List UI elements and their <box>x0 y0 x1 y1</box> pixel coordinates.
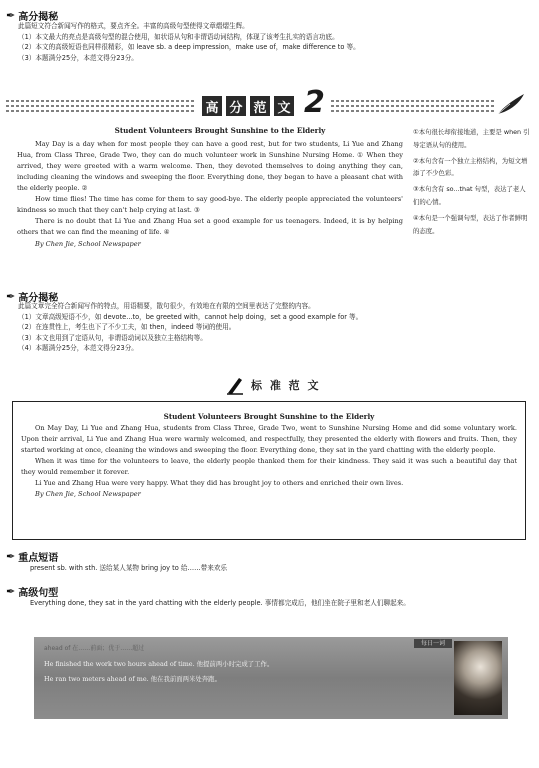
banner-char: 范 <box>250 96 270 116</box>
essay2-title: Student Volunteers Brought Sunshine to the Elderly <box>114 126 326 135</box>
sentence-text: Everything done, they sat in the yard chatting with the elderly people. 事情都完成后，他们坐在院子里和老人们聊起来。 <box>30 599 410 607</box>
banner-char: 文 <box>274 96 294 116</box>
section2-line: （3）本文也用到了定语从句，非谓语动词以及独立主格结构等。 <box>18 333 207 342</box>
section1-line: 此篇短文符合新闻写作的格式，要点齐全。丰富的高级句型使得文章熠熠生辉。 <box>18 22 249 30</box>
side-note: ③本句含有 so...that 句型，表达了老人们的心情。 <box>413 185 526 206</box>
section2-line: 此篇文章完全符合新闻写作的特点，用语精要，散句很少，有效地在有限的空间里表达了完整的内容。 <box>18 302 315 310</box>
section2-line: （1）文章高级短语不少，如 devote...to，be greeted with，cannot help doing，set a good example for 等。 <box>18 312 363 321</box>
side-note: ①本句很长却衔接地道，主要是 when 引导定语从句的使用。 <box>413 128 530 149</box>
standard-paragraph: Li Yue and Zhang Hua were very happy. What they did has brought joy to others and enriched their own lives. <box>35 479 404 487</box>
ad-line: ahead of 在……前面；优于……超过 <box>44 645 145 652</box>
feather-icon <box>496 92 526 116</box>
ad-line: He ran two meters ahead of me. 他在我前面两米处奔跑。 <box>44 675 221 683</box>
pen-icon: ✒ <box>6 9 16 22</box>
section1-heading-text: 高分揭秘 <box>18 12 59 23</box>
standard-heading <box>225 375 321 395</box>
banner <box>6 85 526 120</box>
phrases-heading <box>6 549 58 564</box>
essay2-paragraph: There is no doubt that Li Yue and Zhang Hua set a good example for us teenagers. Indeed, it is by helping others that we can find the meaning of life. ④ <box>17 217 403 236</box>
essay2-paragraph: May Day is a day when for most people they can have a good rest, but for two students, Li Yue and Zhang Hua, from Class Three, Grade Two, they can do much volunteer work in Sunshine Nursing Home. ① When they arrived, they were greeted with a warm welcome. Then, they devoted themselves to doing anything they can, including cleaning the windows and sweeping the floor. Everything done, they began to have a pleasant chat with the elderly people. ② <box>17 140 403 192</box>
banner-title <box>202 96 294 116</box>
standard-byline: By Chen Jie, School Newspaper <box>35 490 141 498</box>
section2-heading-text: 高分揭秘 <box>18 293 59 304</box>
essay2-byline: By Chen Jie, School Newspaper <box>35 240 141 248</box>
ad-line: He finished the work two hours ahead of time. 他提前两小时完成了工作。 <box>44 660 274 668</box>
phrases-text: present sb. with sth. 送给某人某物 bring joy to 给……带来欢乐 <box>30 564 228 572</box>
section1-line: （3）本题满分25分，本范文得分23分。 <box>18 53 138 62</box>
banner-char: 高 <box>202 96 222 116</box>
sentence-heading-text: 高级句型 <box>18 588 59 599</box>
essay2-paragraph: How time flies! The time has come for them to say good-bye. The elderly people appreciated the volunteers' kindness so much that they can't help crying at last. ③ <box>17 195 403 214</box>
side-note: ④本句是一个强调句型，表达了作者鲜明的态度。 <box>413 213 528 235</box>
standard-essay-box <box>12 401 526 540</box>
standard-title: Student Volunteers Brought Sunshine to the Elderly <box>163 412 375 421</box>
side-note: ②本句含有一个独立主格结构，为短文增添了不少色彩。 <box>413 156 528 178</box>
phrases-heading-text: 重点短语 <box>18 553 59 564</box>
word-of-day-panel <box>34 637 508 719</box>
pen-nib-icon <box>225 375 245 395</box>
ad-tag: 每日一词 <box>414 639 452 648</box>
section2-body <box>18 301 362 354</box>
standard-paragraph: When it was time for the volunteers to leave, the elderly people thanked them for their kindness. They said it was such a beautiful day that they would remember it forever. <box>21 457 517 476</box>
pen-icon: ✒ <box>6 585 16 598</box>
sentence-heading <box>6 584 58 599</box>
banner-number: 2 <box>304 85 325 120</box>
banner-char: 分 <box>226 96 246 116</box>
section2-line: （4）本题满分25分，本范文得分23分。 <box>18 344 138 353</box>
standard-paragraph: On May Day, Li Yue and Zhang Hua, students from Class Three, Grade Two, went to Sunshine Nursing Home and did some voluntary work. Upon their arrival, Li Yue and Zhang Hua were warmly welcomed, and respectfully, they presented the elderly with flowers and fruits. Then, they started working at once, cleaning the windows and sweeping the floor. Everything done, they sat in the yard chatting with the elderly people. <box>21 424 517 454</box>
pen-icon: ✒ <box>6 550 16 563</box>
side-notes <box>413 126 531 237</box>
section1-body <box>18 21 360 63</box>
standard-heading-text: 标 准 范 文 <box>251 379 321 392</box>
portrait-image <box>454 641 502 715</box>
section2-line: （2）在连贯性上，考生也下了不少工夫，如 then，indeed 等词的使用。 <box>18 323 236 332</box>
section1-line: （1）本文最大的亮点是高级句型的混合使用，如状语从句和非谓语动词结构，体现了该考生扎实的语言功底。 <box>18 32 339 41</box>
pen-icon: ✒ <box>6 290 16 303</box>
essay2-body <box>17 139 403 248</box>
section1-line: （2）本文的高级短语也同样很精彩，如 leave sb. a deep impression，make use of，make difference to 等。 <box>18 43 360 52</box>
